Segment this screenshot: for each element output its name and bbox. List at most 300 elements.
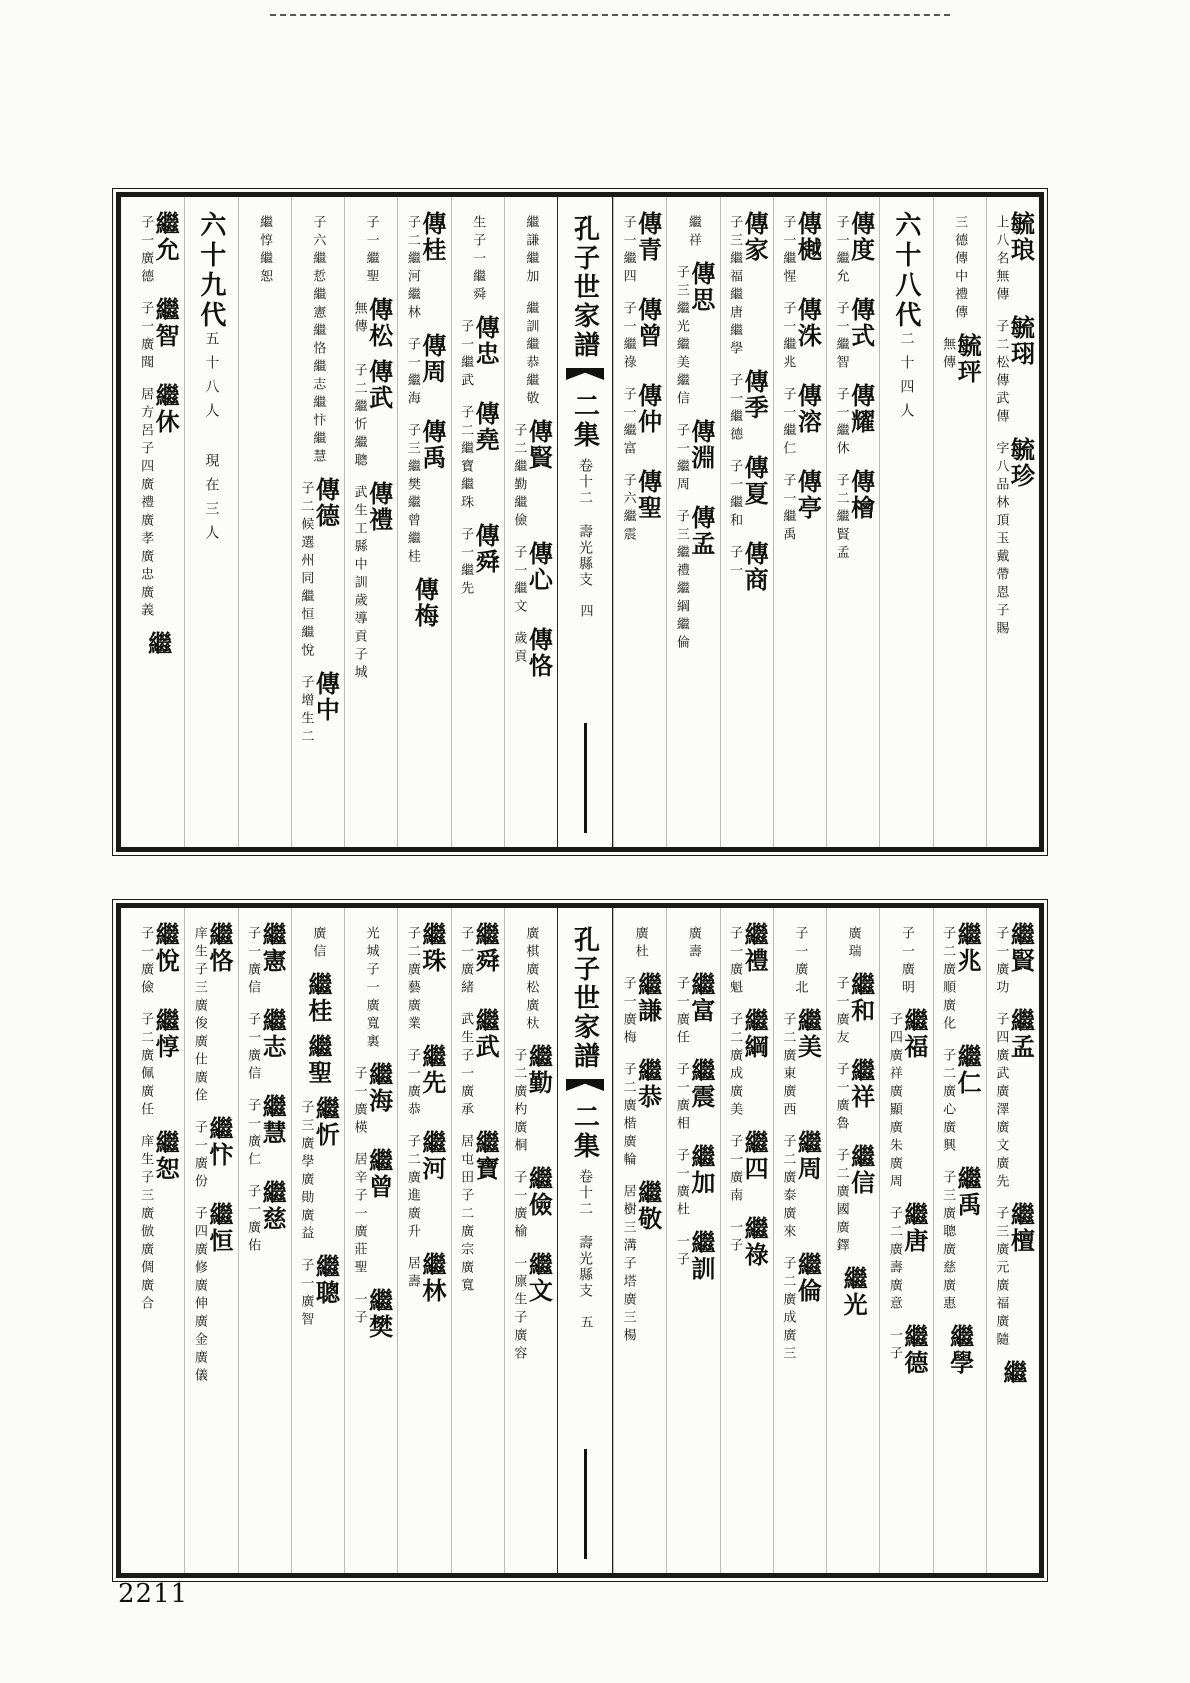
person-name: 傳度: [846, 211, 876, 263]
person-annotation: 繼祥: [685, 215, 701, 251]
person-name: 繼文: [524, 1252, 554, 1304]
person-name: 毓珝: [1006, 315, 1036, 367]
person-name: 繼武: [471, 1008, 501, 1060]
person-name: 繼寶: [471, 1130, 501, 1182]
person-annotation: 子二廣東廣西: [780, 1012, 796, 1120]
person-entry: [404, 333, 447, 409]
genealogy-column: [720, 908, 773, 1573]
person-name: 繼賢: [1006, 922, 1036, 974]
person-annotation: 子一廣智: [298, 1258, 314, 1330]
person-name: 傳淵: [686, 419, 716, 471]
person-name: 繼加: [686, 1144, 716, 1196]
person-annotation: 子二廣進廣升: [404, 1134, 420, 1242]
person-entry: [833, 1144, 876, 1256]
person-entry: [138, 1008, 181, 1120]
person-name: 繼惇: [151, 1008, 181, 1060]
person-name: 傳季: [740, 369, 770, 421]
person-name: 傳溶: [793, 383, 823, 435]
person-name: 繼禹: [953, 1166, 983, 1218]
person-name: 傳忠: [471, 315, 501, 367]
person-annotation: 子一廣友: [833, 976, 849, 1048]
person-entry: [458, 401, 501, 513]
generation-count: 五十八人 現在三人: [203, 331, 220, 549]
person-name: 繼光: [839, 1266, 869, 1318]
person-name: 繼允: [151, 211, 181, 263]
person-annotation: 一子: [727, 1220, 743, 1256]
person-entry: [940, 333, 983, 385]
person-annotation: 一子: [673, 1234, 689, 1270]
person-annotation: 子一廣南: [727, 1134, 743, 1206]
person-entry: [727, 369, 770, 445]
person-entry: [833, 211, 876, 287]
person-entry: [511, 1044, 554, 1156]
person-entry: [351, 359, 394, 471]
person-entry: [351, 1288, 394, 1340]
person-entry: [673, 505, 716, 653]
person-annotation: 子二繼寶繼珠: [458, 405, 474, 513]
person-entry: [846, 922, 861, 962]
person-entry: [833, 297, 876, 373]
person-annotation: 子三繼樊繼曾繼桂: [404, 423, 420, 567]
person-entry: [780, 383, 823, 459]
person-entry: [310, 211, 325, 467]
person-entry: [945, 1324, 975, 1376]
person-entry: [458, 315, 501, 391]
person-entry: [993, 315, 1036, 427]
generation-heading: 六十八代: [890, 211, 921, 331]
person-name: 毓珍: [1006, 437, 1036, 489]
fishtail-mark: [566, 1079, 604, 1091]
person-entry: [993, 922, 1036, 998]
person-name: 繼慧: [258, 1094, 288, 1146]
person-entry: [303, 1034, 333, 1086]
person-entry: [191, 1202, 234, 1386]
person-annotation: 字八品林頂玉戴帶恩子賜: [993, 441, 1009, 639]
person-name: 繼仁: [953, 1044, 983, 1096]
person-annotation: 子二廣楷廣輪: [620, 1062, 636, 1170]
person-entry: [727, 1216, 770, 1268]
person-name: 繼慈: [258, 1180, 288, 1232]
person-annotation: 無傳: [940, 337, 956, 373]
person-entry: [673, 1144, 716, 1220]
person-entry: [245, 922, 288, 998]
person-name: 繼珠: [417, 922, 447, 974]
person-name: 繼祥: [846, 1058, 876, 1110]
person-entry: [143, 631, 173, 657]
person-entry: [620, 469, 663, 545]
person-annotation: 子一廣北: [792, 926, 808, 998]
person-entry: [780, 211, 823, 287]
person-annotation: 居辛子一廣莊聖: [351, 1152, 367, 1278]
person-entry: [620, 211, 663, 287]
person-entry: [727, 1130, 770, 1206]
person-annotation: 三德傳中禮傳: [952, 215, 968, 323]
person-entry: [620, 1058, 663, 1170]
person-annotation: 子二廣泰廣來: [780, 1134, 796, 1242]
person-annotation: 子二廣杓廣桐: [511, 1048, 527, 1156]
person-name: 繼和: [846, 972, 876, 1024]
person-name: 繼綱: [740, 1008, 770, 1060]
person-name: 傳家: [740, 211, 770, 263]
person-name: 繼恒: [204, 1202, 234, 1254]
person-annotation: 子二廣成廣美: [727, 1012, 743, 1120]
person-annotation: 子三繼福繼唐繼學: [727, 215, 743, 359]
person-name: 傳心: [524, 541, 554, 593]
person-name: 傳夏: [740, 455, 770, 507]
person-entry: [993, 1202, 1036, 1350]
genealogy-column: [879, 197, 932, 847]
person-name: 繼謙: [633, 972, 663, 1024]
person-name: 繼憲: [258, 922, 288, 974]
person-entry: [886, 1202, 929, 1314]
person-name: 傳武: [364, 359, 394, 411]
person-name: 傳賢: [524, 419, 554, 471]
person-annotation: 子二廣成廣三: [780, 1256, 796, 1364]
person-name: 傳松: [364, 297, 394, 349]
person-annotation: 庠生子三廣俊廣仕廣佺: [191, 926, 207, 1106]
person-name: 傳聖: [633, 469, 663, 521]
person-entry: [886, 1008, 929, 1192]
person-name: 繼休: [151, 383, 181, 435]
person-annotation: 子一廣杜: [673, 1148, 689, 1220]
person-annotation: 子一廣佑: [245, 1184, 261, 1256]
volume-label: 二集: [569, 1103, 600, 1161]
person-name: 繼倫: [793, 1252, 823, 1304]
genealogy-column: [131, 197, 184, 847]
person-annotation: 子一: [727, 545, 743, 581]
person-entry: [470, 211, 485, 305]
genealogy-column: [613, 908, 666, 1573]
person-annotation: 子一廣梅: [620, 976, 636, 1048]
person-annotation: 居屯田子二廣宗廣寬: [458, 1134, 474, 1296]
person-entry: [998, 1360, 1028, 1386]
person-entry: [404, 1130, 447, 1242]
person-annotation: 子二繼忻繼聰: [351, 363, 367, 471]
person-entry: [191, 1116, 234, 1192]
person-annotation: 子四廣修廣伸廣金廣儀: [191, 1206, 207, 1386]
margin-rule: [584, 1449, 587, 1559]
person-annotation: 子一廣聞: [138, 301, 154, 373]
genealogy-column: [131, 908, 184, 1573]
person-entry: [886, 1324, 929, 1376]
person-annotation: 子一繼周: [673, 423, 689, 495]
genealogy-column: [666, 908, 719, 1573]
genealogy-column: [397, 197, 450, 847]
person-annotation: 子一廣楧: [351, 1066, 367, 1138]
person-annotation: 子二廣藝廣業: [404, 926, 420, 1034]
person-annotation: 子一繼文: [511, 545, 527, 617]
genealogy-column: [184, 197, 237, 847]
person-entry: [458, 922, 501, 998]
bottom-genealogy-page: [116, 903, 1044, 1578]
person-name: 傳檜: [846, 469, 876, 521]
person-annotation: 庠生子三廣倣廣倜廣合: [138, 1134, 154, 1314]
person-name: 傳中: [311, 671, 341, 723]
person-annotation: 居壽: [404, 1256, 420, 1292]
person-name: 繼儉: [524, 1166, 554, 1218]
person-name: 傳梅: [410, 577, 440, 629]
person-entry: [673, 972, 716, 1048]
person-annotation: 子一廣任: [673, 976, 689, 1048]
person-entry: [298, 671, 341, 747]
person-annotation: 子一繼仁: [780, 387, 796, 459]
page-number: 2211: [118, 1579, 189, 1609]
person-name: 繼聰: [311, 1254, 341, 1306]
person-annotation: 子一繼兆: [780, 301, 796, 373]
person-entry: [257, 211, 272, 287]
person-annotation: 子一廣相: [673, 1062, 689, 1134]
person-annotation: 子二廣順廣化: [940, 926, 956, 1034]
person-entry: [727, 211, 770, 359]
person-name: 傳式: [846, 297, 876, 349]
person-entry: [780, 469, 823, 545]
person-entry: [780, 1252, 823, 1364]
person-name: 繼悅: [151, 922, 181, 974]
person-name: 繼聖: [303, 1034, 333, 1086]
person-annotation: 子二廣壽廣意: [886, 1206, 902, 1314]
person-entry: [780, 1130, 823, 1242]
person-annotation: 生子一繼舜: [470, 215, 486, 305]
person-annotation: 子二候選州同繼恒繼悅: [298, 481, 314, 661]
person-entry: [511, 1252, 554, 1364]
genealogy-column: [451, 197, 504, 847]
person-annotation: 子一繼先: [458, 527, 474, 599]
person-entry: [511, 419, 554, 531]
person-name: 傳舜: [471, 523, 501, 575]
section-label: 卷十二 壽光縣支: [577, 1169, 593, 1299]
person-entry: [404, 1044, 447, 1120]
person-annotation: 居方呂子四廣禮廣孝廣忠廣義: [138, 387, 154, 621]
person-name: 傳曾: [633, 297, 663, 349]
person-name: 傳亭: [793, 469, 823, 521]
person-name: 繼志: [258, 1008, 288, 1060]
person-entry: [620, 297, 663, 373]
person-annotation: 子一繼四: [620, 215, 636, 287]
person-annotation: 子一繼休: [833, 387, 849, 459]
person-annotation: 子一繼祿: [620, 301, 636, 373]
person-entry: [298, 1254, 341, 1330]
person-name: 傳思: [686, 261, 716, 313]
person-entry: [633, 922, 648, 962]
folio-number: 五: [577, 1315, 593, 1328]
person-entry: [298, 1096, 341, 1244]
person-entry: [940, 922, 983, 1034]
person-entry: [952, 211, 967, 323]
person-entry: [364, 211, 379, 287]
person-annotation: 子一繼德: [727, 373, 743, 445]
person-annotation: 子一繼和: [727, 459, 743, 531]
genealogy-column: [666, 197, 719, 847]
person-entry: [191, 922, 234, 1106]
person-annotation: 廣瑞: [845, 926, 861, 962]
person-entry: [511, 541, 554, 617]
person-annotation: 歲貢: [511, 631, 527, 667]
person-annotation: 武生工縣中訓歲導貢子城: [351, 485, 367, 683]
person-name: 繼美: [793, 1008, 823, 1060]
person-entry: [138, 383, 181, 621]
genealogy-column: [773, 197, 826, 847]
person-annotation: 子一廣信: [245, 926, 261, 998]
person-entry: [511, 627, 554, 679]
person-annotation: 一子: [351, 1292, 367, 1328]
person-entry: [404, 211, 447, 323]
person-annotation: 子一廣仁: [245, 1098, 261, 1170]
person-name: 傳孟: [686, 505, 716, 557]
person-entry: [833, 972, 876, 1048]
person-annotation: 子二廣國廣鐸: [833, 1148, 849, 1256]
person-name: 繼恭: [633, 1058, 663, 1110]
person-annotation: 子一廣信: [245, 1012, 261, 1084]
genealogy-column: [879, 908, 932, 1573]
person-entry: [458, 523, 501, 599]
person-annotation: 子一廣份: [191, 1120, 207, 1192]
person-name: 繼禮: [740, 922, 770, 974]
person-entry: [792, 922, 807, 998]
person-entry: [138, 297, 181, 373]
person-entry: [899, 922, 914, 998]
person-name: 繼唐: [899, 1202, 929, 1254]
person-annotation: 繼訓繼恭繼敬: [523, 301, 539, 409]
person-entry: [138, 211, 181, 287]
fishtail-mark: [566, 368, 604, 380]
genealogy-column: [933, 908, 986, 1573]
person-annotation: 子二廣心廣興: [940, 1048, 956, 1156]
person-name: 繼樊: [364, 1288, 394, 1340]
person-annotation: 居樹三溝子塔廣三楊: [620, 1184, 636, 1346]
person-entry: [993, 1008, 1036, 1192]
genealogy-column: [986, 197, 1039, 847]
person-name: 傳仲: [633, 383, 663, 435]
person-annotation: 子二繼河繼林: [404, 215, 420, 323]
person-name: 繼福: [899, 1008, 929, 1060]
person-annotation: 廣杜: [632, 926, 648, 962]
person-entry: [303, 972, 333, 1024]
person-annotation: 一廪生子廣容: [511, 1256, 527, 1364]
genealogy-column: [184, 908, 237, 1573]
person-name: 繼孟: [1006, 1008, 1036, 1060]
genealogy-column: [344, 908, 397, 1573]
person-entry: [673, 1058, 716, 1134]
person-annotation: 子二松傳武傳: [993, 319, 1009, 427]
person-entry: [839, 1266, 869, 1318]
person-name: 繼四: [740, 1130, 770, 1182]
person-name: 繼檀: [1006, 1202, 1036, 1254]
person-entry: [245, 1094, 288, 1170]
scan-edge-artifact: [270, 14, 950, 20]
person-name: 傳青: [633, 211, 663, 263]
person-entry: [673, 1230, 716, 1282]
person-annotation: 子一廣榆: [511, 1170, 527, 1242]
person-entry: [673, 419, 716, 495]
person-annotation: 子一繼智: [833, 301, 849, 373]
person-entry: [511, 1166, 554, 1242]
person-annotation: 子二繼勤繼儉: [511, 423, 527, 531]
person-name: 繼: [998, 1360, 1028, 1386]
person-name: 傳恪: [524, 627, 554, 679]
person-annotation: 繼惇繼恕: [257, 215, 273, 287]
person-entry: [727, 541, 770, 593]
person-name: 繼先: [417, 1044, 447, 1096]
genealogy-column: [826, 197, 879, 847]
person-name: 繼敬: [633, 1180, 663, 1232]
person-entry: [780, 1008, 823, 1120]
person-name: 傳周: [417, 333, 447, 385]
top-page-columns: [121, 197, 1039, 847]
person-entry: [727, 455, 770, 531]
genealogy-column: [291, 908, 344, 1573]
person-name: 繼震: [686, 1058, 716, 1110]
person-name: 繼信: [846, 1144, 876, 1196]
person-entry: [298, 477, 341, 661]
person-annotation: 廣信: [310, 926, 326, 962]
person-name: 繼忻: [311, 1096, 341, 1148]
genealogy-column: [291, 197, 344, 847]
person-entry: [833, 469, 876, 563]
person-annotation: 子一廣功: [993, 926, 1009, 998]
person-entry: [686, 922, 701, 962]
person-annotation: 武生子一廣承: [458, 1012, 474, 1120]
person-name: 繼曾: [364, 1148, 394, 1200]
person-annotation: 子三廣學廣勛廣益: [298, 1100, 314, 1244]
genealogy-column: [613, 197, 666, 847]
volume-label: 二集: [569, 392, 600, 450]
person-entry: [993, 211, 1036, 305]
person-entry: [138, 1130, 181, 1314]
person-name: 傳商: [740, 541, 770, 593]
person-name: 繼勤: [524, 1044, 554, 1096]
person-annotation: 子一繼聖: [363, 215, 379, 287]
person-name: 繼: [143, 631, 173, 657]
person-name: 傳堯: [471, 401, 501, 453]
person-name: 繼桂: [303, 972, 333, 1024]
person-entry: [458, 1008, 501, 1120]
running-title: 孔子世家譜: [569, 926, 600, 1071]
genealogy-column: [826, 908, 879, 1573]
margin-rule: [584, 723, 587, 833]
generation-heading: 六十九代: [195, 211, 226, 331]
person-annotation: 子一廣魯: [833, 1062, 849, 1134]
running-title: 孔子世家譜: [569, 215, 600, 360]
person-entry: [245, 1180, 288, 1256]
person-annotation: 子六繼悊繼憲繼恪繼志繼忭繼慧: [310, 215, 326, 467]
person-entry: [404, 419, 447, 567]
person-entry: [673, 261, 716, 409]
person-entry: [310, 922, 325, 962]
person-entry: [993, 437, 1036, 639]
person-name: 繼忭: [204, 1116, 234, 1168]
person-entry: [351, 1148, 394, 1278]
person-entry: [245, 1008, 288, 1084]
genealogy-column: [238, 197, 291, 847]
person-name: 繼林: [417, 1252, 447, 1304]
person-annotation: 子三廣聰廣慈廣惠: [940, 1170, 956, 1314]
person-entry: [523, 297, 538, 409]
person-annotation: 子一廣儉: [138, 926, 154, 998]
person-entry: [351, 297, 394, 349]
person-name: 毓琅: [1006, 211, 1036, 263]
genealogy-column: [504, 908, 557, 1573]
person-name: 繼學: [945, 1324, 975, 1376]
person-name: 傳德: [311, 477, 341, 529]
center-margin-column: [557, 908, 613, 1573]
genealogy-column: [344, 197, 397, 847]
bottom-page-columns: [121, 908, 1039, 1573]
person-entry: [686, 211, 701, 251]
person-name: 繼德: [899, 1324, 929, 1376]
person-annotation: 子一繼惺: [780, 215, 796, 287]
person-annotation: 子一繼富: [620, 387, 636, 459]
person-entry: [727, 922, 770, 998]
